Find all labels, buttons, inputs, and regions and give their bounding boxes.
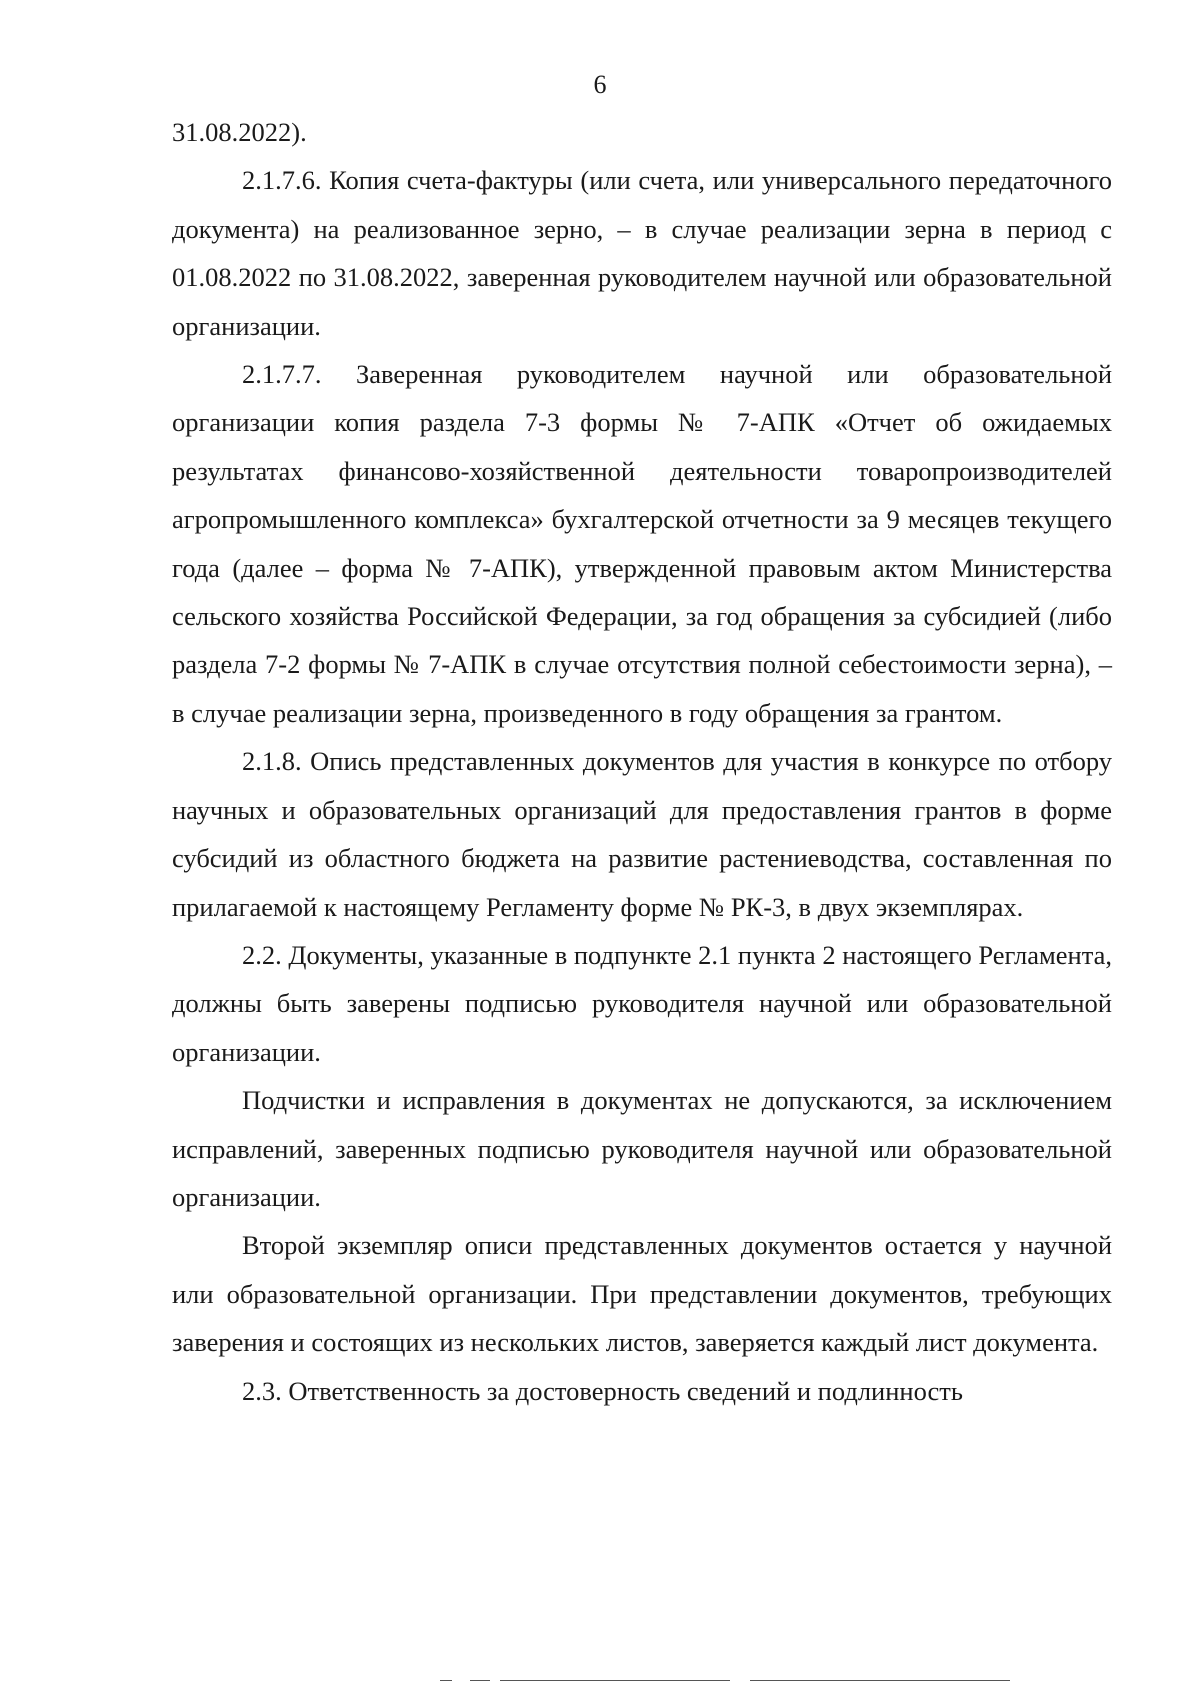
paragraph-second-copy: Второй экземпляр описи представленных документов остается у научной или образовательной организации. При представлении документов, требующих заверения и состоящих из нескольких листов, заверяется каждый лист документа. — [172, 1230, 1112, 1358]
paragraph-corrections: Подчистки и исправления в документах не допускаются, за исключением исправлений, заверенных подписью руководителя научной или образовательной организации. — [172, 1085, 1112, 1212]
scan-artifact-line — [750, 1680, 1010, 1681]
document-body — [172, 108, 1112, 1415]
paragraph-continuation: 31.08.2022). — [172, 117, 307, 147]
scan-artifact-line — [440, 1680, 452, 1681]
paragraph-2-1-8: 2.1.8. Опись представленных документов для участия в конкурсе по отбору научных и образовательных организаций для предоставления грантов в форме субсидий из областного бюджета на развитие растениеводства, составленная по прилагаемой к настоящему Регламенту форме № РК-3, в двух экземплярах. — [172, 746, 1112, 922]
scan-artifact-line — [500, 1680, 730, 1681]
paragraph-2-3: 2.3. Ответственность за достоверность сведений и подлинность — [242, 1375, 963, 1406]
paragraph-2-1-7-6: 2.1.7.6. Копия счета-фактуры (или счета, или универсального передаточного документа) на реализованное зерно, – в случае реализации зерна в период с 01.08.2022 по 31.08.2022, заверенная руководителем научной или образовательной организации. — [172, 165, 1112, 341]
paragraph-2-2: 2.2. Документы, указанные в подпункте 2.1 пункта 2 настоящего Регламента, должны быть заверены подписью руководителя научной или образовательной организации. — [172, 939, 1112, 1067]
paragraph-2-1-7-7: 2.1.7.7. Заверенная руководителем научной или образовательной организации копия раздела 7-3 формы № 7-АПК «Отчет об ожидаемых результатах финансово-хозяйственной деятельности товаропроизводителей агропромышленного комплекса» бухгалтерской отчетности за 9 месяцев текущего года (далее – форма № 7-АПК), утвержденной правовым актом Министерства сельского хозяйства Российской Федерации, за год обращения за субсидией (либо раздела 7-2 формы № 7-АПК в случае отсутствия полной себестоимости зерна), – в случае реализации зерна, произведенного в году обращения за грантом. — [172, 359, 1112, 728]
scan-artifact-line — [470, 1680, 490, 1681]
page-number: 6 — [593, 70, 607, 99]
